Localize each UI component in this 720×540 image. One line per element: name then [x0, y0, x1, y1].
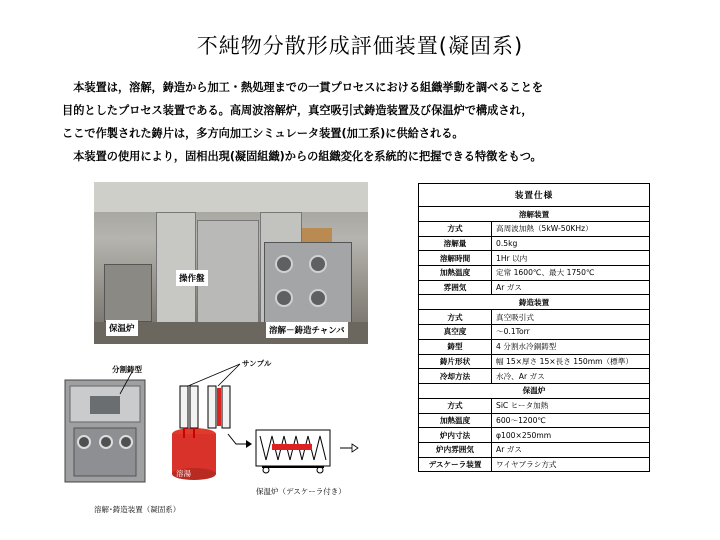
- spec-table: [418, 183, 650, 472]
- spec-row: [419, 236, 650, 251]
- spec-value: 高周波加熱（5kW-50KHz）: [492, 222, 650, 237]
- spec-row: [419, 222, 650, 237]
- photo-chamber: [264, 242, 352, 332]
- spec-row: [419, 354, 650, 369]
- spec-row: [419, 413, 650, 428]
- spec-key: デスケーラ装置: [419, 457, 492, 472]
- spec-value: 600～1200℃: [492, 413, 650, 428]
- intro-line: 本装置の使用により，固相出現(凝固組織)からの組織変化を系統的に把握できる特徴をもつ。: [62, 150, 542, 163]
- spec-key: 方式: [419, 398, 492, 413]
- holding-furnace-diagram: [256, 430, 330, 473]
- spec-key: 加熱温度: [419, 413, 492, 428]
- spec-value: φ100×250mm: [492, 428, 650, 443]
- spec-value: 1Hr 以内: [492, 251, 650, 266]
- label-control-panel: 操作盤: [176, 270, 208, 286]
- spec-value: 水冷、Ar ガス: [492, 369, 650, 384]
- spec-value: 0.5kg: [492, 236, 650, 251]
- spec-title: 装置仕様: [419, 184, 650, 207]
- chamber-port: [309, 289, 327, 307]
- pointer-line: [188, 364, 240, 386]
- chamber-port: [275, 289, 293, 307]
- photo-ceiling: [94, 182, 368, 212]
- spec-key: 溶解時間: [419, 251, 492, 266]
- spec-row: [419, 369, 650, 384]
- spec-row: [419, 457, 650, 472]
- chamber-port: [275, 255, 293, 273]
- label-molten-metal: 溶湯: [176, 469, 191, 478]
- spec-key: 加熱温度: [419, 266, 492, 281]
- process-diagram: [60, 356, 380, 526]
- spec-value: 4 分割水冷銅鋳型: [492, 339, 650, 354]
- section-holding-furnace: 保温炉: [419, 383, 650, 398]
- spec-title-row: [419, 184, 650, 207]
- intro-line: 本装置は，溶解，鋳造から加工・熱処理までの一貫プロセスにおける組織挙動を調べることを: [62, 81, 544, 94]
- page-title: 不純物分散形成評価装置(凝固系): [196, 34, 524, 58]
- photo-furnace: [104, 264, 152, 322]
- spec-value: SiC ヒータ加熱: [492, 398, 650, 413]
- device-caption: 溶解･鋳造装置（凝固系）: [94, 505, 181, 514]
- label-split-mold: 分割鋳型: [112, 365, 142, 374]
- label-holding-furnace: 保温炉: [106, 320, 138, 336]
- section-casting: 鋳造装置: [419, 295, 650, 310]
- spec-row: [419, 325, 650, 340]
- photo-cabinet: [156, 212, 196, 324]
- pointer-line: [218, 364, 240, 386]
- spec-key: 真空度: [419, 325, 492, 340]
- section-melting: 溶解装置: [419, 207, 650, 222]
- spec-row: [419, 310, 650, 325]
- spec-key: 方式: [419, 310, 492, 325]
- furnace-caption: 保温炉（デスケーラ付き）: [256, 487, 346, 496]
- flow-arrow-head: [246, 440, 252, 448]
- spec-key: 方式: [419, 222, 492, 237]
- spec-key: 冷却方法: [419, 369, 492, 384]
- spec-value: 定常 1600℃、最大 1750℃: [492, 266, 650, 281]
- spec-row: [419, 266, 650, 281]
- spec-key: 炉内雰囲気: [419, 442, 492, 457]
- spec-row: [419, 398, 650, 413]
- device-photo: [65, 380, 145, 482]
- intro-line: 目的としたプロセス装置である。高周波溶解炉，真空吸引式鋳造装置及び保温炉で構成され，: [62, 104, 533, 117]
- diagram-svg: [60, 356, 380, 526]
- label-melt-cast-chamber: 溶解－鋳造チャンバ: [266, 322, 348, 338]
- spec-value: ～0.1Torr: [492, 325, 650, 340]
- spec-key: 鋳片形状: [419, 354, 492, 369]
- equipment-photo: [94, 182, 368, 344]
- spec-row: [419, 428, 650, 443]
- spec-value: 真空吸引式: [492, 310, 650, 325]
- spec-section-row: [419, 207, 650, 222]
- out-arrow-head: [352, 444, 358, 452]
- spec-section-row: [419, 383, 650, 398]
- spec-section-row: [419, 295, 650, 310]
- spec-row: [419, 442, 650, 457]
- flow-arrow: [228, 434, 246, 444]
- intro-text: [62, 76, 682, 168]
- spec-row: [419, 339, 650, 354]
- sample-bar: [217, 388, 221, 426]
- mold-with-sample: [208, 386, 230, 428]
- intro-line: ここで作製された鋳片は，多方向加工シミュレータ装置(加工系)に供給される。: [62, 127, 464, 140]
- spec-key: 雰囲気: [419, 280, 492, 295]
- spec-value: Ar ガス: [492, 442, 650, 457]
- spec-key: 鋳型: [419, 339, 492, 354]
- spec-row: [419, 280, 650, 295]
- spec-key: 溶解量: [419, 236, 492, 251]
- label-sample: サンプル: [242, 359, 272, 368]
- spec-value: 幅 15×厚さ 15×長さ 150mm（標準）: [492, 354, 650, 369]
- spec-value: ワイヤブラシ方式: [492, 457, 650, 472]
- spec-key: 炉内寸法: [419, 428, 492, 443]
- spec-value: Ar ガス: [492, 280, 650, 295]
- chamber-port: [309, 255, 327, 273]
- spec-row: [419, 251, 650, 266]
